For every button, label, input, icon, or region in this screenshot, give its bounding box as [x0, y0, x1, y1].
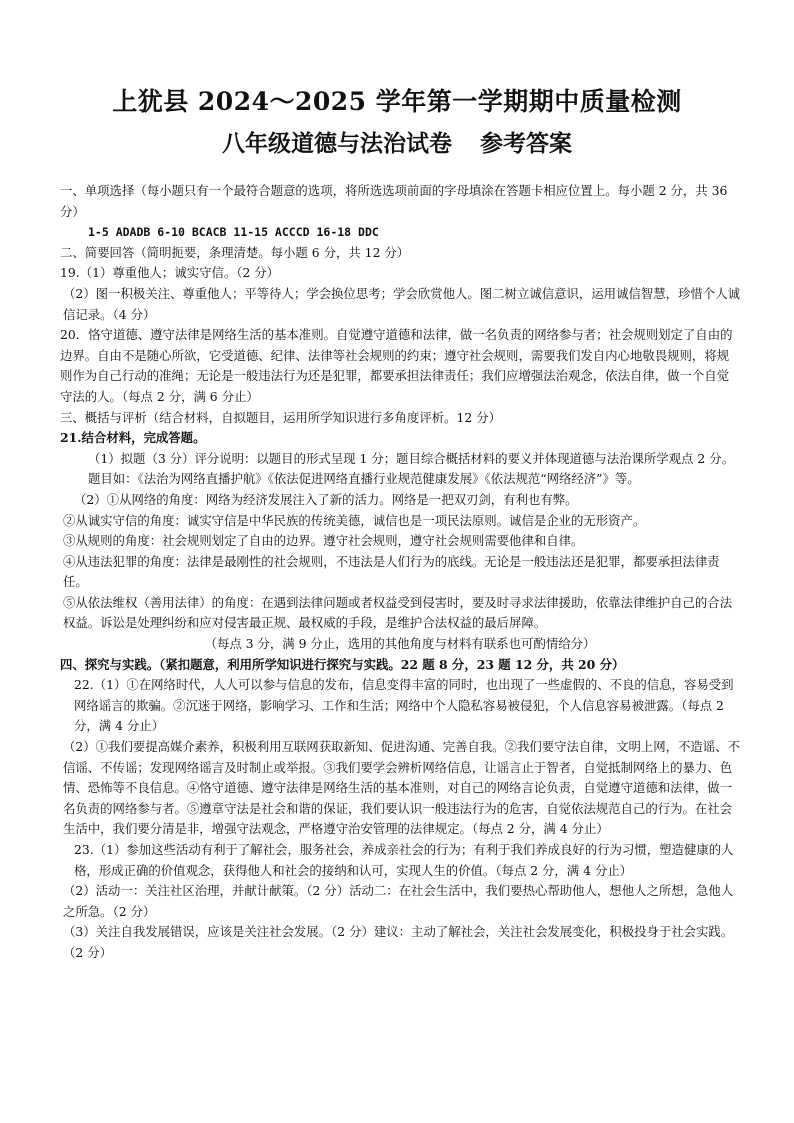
answer-paragraph: ④从违法犯罪的角度：法律是最刚性的社会规则，不违法是人们行为的底线。无论是一般违法还是犯罪，都要承担法律责任。 — [63, 553, 720, 590]
subtitle-tag: 参考答案 — [480, 130, 572, 157]
answer-body — [60, 181, 740, 964]
page-title: 上犹县 2024～2025 学年第一学期期中质量检测 — [112, 87, 682, 116]
answer-paragraph: （2）图一积极关注、尊重他人；平等待人；学会换位思考；学会欣赏他人。图二树立诚信意识，运用诚信智慧，珍惜个人诚信记录。（4 分） — [63, 285, 740, 322]
answer-paragraph: 1-5 ADADB 6-10 BCACB 11-15 ACCCD 16-18 DDC — [88, 225, 379, 240]
answer-paragraph: （1）拟题（3 分）评分说明：以题目的形式呈现 1 分；题目综合概括材料的要义并体现道德与法治课所学观点 2 分。题目如：《法治为网络直播护航》《依法促进网络直播行业规范健康发展》《依法规范“网络经济”》等。 — [88, 450, 734, 487]
answer-paragraph: （3）关注自我发展错误，应该是关注社会发展。（2 分）建议：主动了解社会，关注社会发展变化，积极投身于社会实践。（2 分） — [63, 924, 734, 960]
answer-paragraph: ③从规则的角度：社会规则划定了自由的边界。遵守社会规则，遵守社会规则需要他律和自律。 — [63, 533, 584, 549]
answer-paragraph: ⑤从依法维权（善用法律）的角度：在遇到法律问题或者权益受到侵害时，要及时寻求法律援助，依靠法律维护自己的合法权益。诉讼是处理纠纷和应对侵害最正规、最权威的手段，是维护合法权益的最后屏障。 — [63, 594, 733, 631]
answer-paragraph: 22.（1）①在网络时代，人人可以参与信息的发布，信息变得丰富的同时，也出现了一些虚假的、不良的信息，容易受到网络谣言的欺骗。②沉迷于网络，影响学习、工作和生活；网络中个人隐私容易被侵犯，个人信息容易被泄露。（每点 2 分，满 4 分止） — [74, 677, 734, 734]
answer-paragraph: 21.结合材料，完成答题。 — [60, 430, 206, 446]
answer-paragraph: 23.（1）参加这些活动有利于了解社会，服务社会，养成亲社会的行为；有利于我们养成良好的行为习惯，塑造健康的人格，形成正确的价值观念，获得他人和社会的接纳和认可，实现人生的价值。（每点 2 分，满 4 分止） — [74, 842, 734, 878]
answer-paragraph: 19.（1）尊重他人；诚实守信。（2 分） — [60, 265, 280, 281]
page-subtitle — [0, 125, 794, 158]
answer-paragraph: 二、简要回答（简明扼要，条理清楚。每小题 6 分，共 12 分） — [60, 244, 410, 260]
answer-paragraph: （2）①从网络的角度：网络为经济发展注入了新的活力。网络是一把双刃剑，有利也有弊。 — [74, 491, 578, 507]
answer-paragraph: （每点 3 分，满 9 分止，选用的其他角度与材料有联系也可酌情给分） — [204, 636, 596, 652]
subtitle-text: 八年级道德与法治试卷 — [222, 130, 452, 157]
answer-paragraph: 四、探究与实践。（紧扣题意，利用所学知识进行探究与实践。22 题 8 分，23 题 12 分，共 20 分） — [60, 656, 625, 672]
answer-paragraph: ②从诚实守信的角度：诚实守信是中华民族的传统美德，诚信也是一项民法原则。诚信是企业的无形资产。 — [63, 512, 646, 528]
answer-paragraph: 20．恪守道德、遵守法律是网络生活的基本准则。自觉遵守道德和法律，做一名负责的网络参与者；社会规则划定了自由的边界。自由不是随心所欲，它受道德、纪律、法律等社会规则的约束；遵守社会规则，需要我们发自内心地敬畏规则，将规则作为自己行动的准绳；无论是一般违法行为还是犯罪，都要承担法律责任；我们应增强法治观念，依法自律，做一个自觉守法的人。（每点 2 分，满 6 分止） — [60, 327, 733, 404]
answer-paragraph: （2）①我们要提高媒介素养，积极利用互联网获取新知、促进沟通、完善自我。②我们要守法自律，文明上网，不造谣、不信谣、不传谣；发现网络谣言及时制止或举报。③我们要学会辨析网络信息，让谣言止于智者，自觉抵制网络上的暴力、色情、恐怖等不良信息。④恪守道德、遵守法律是网络生活的基本准则，对自己的网络言论负责，自觉遵守道德和法律，做一名负责的网络参与者。⑤遵章守法是社会和谐的保证，我们要认识一般违法行为的危害，自觉依法规范自己的行为。在社会生活中，我们要分清是非，增强守法观念，严格遵守治安管理的法律规定。（每点 2 分，满 4 分止） — [63, 739, 740, 837]
answer-paragraph: 三、概括与评析（结合材料，自拟题目，运用所学知识进行多角度评析。12 分） — [60, 409, 501, 425]
answer-paragraph: （2）活动一：关注社区治理，并献计献策。（2 分）活动二：在社会生活中，我们要热心帮助他人，想他人之所想，急他人之所急。（2 分） — [63, 883, 734, 919]
answer-paragraph: 一、单项选择（每小题只有一个最符合题意的选项，将所选选项前面的字母填涂在答题卡相应位置上。每小题 2 分，共 36 分） — [60, 183, 728, 219]
